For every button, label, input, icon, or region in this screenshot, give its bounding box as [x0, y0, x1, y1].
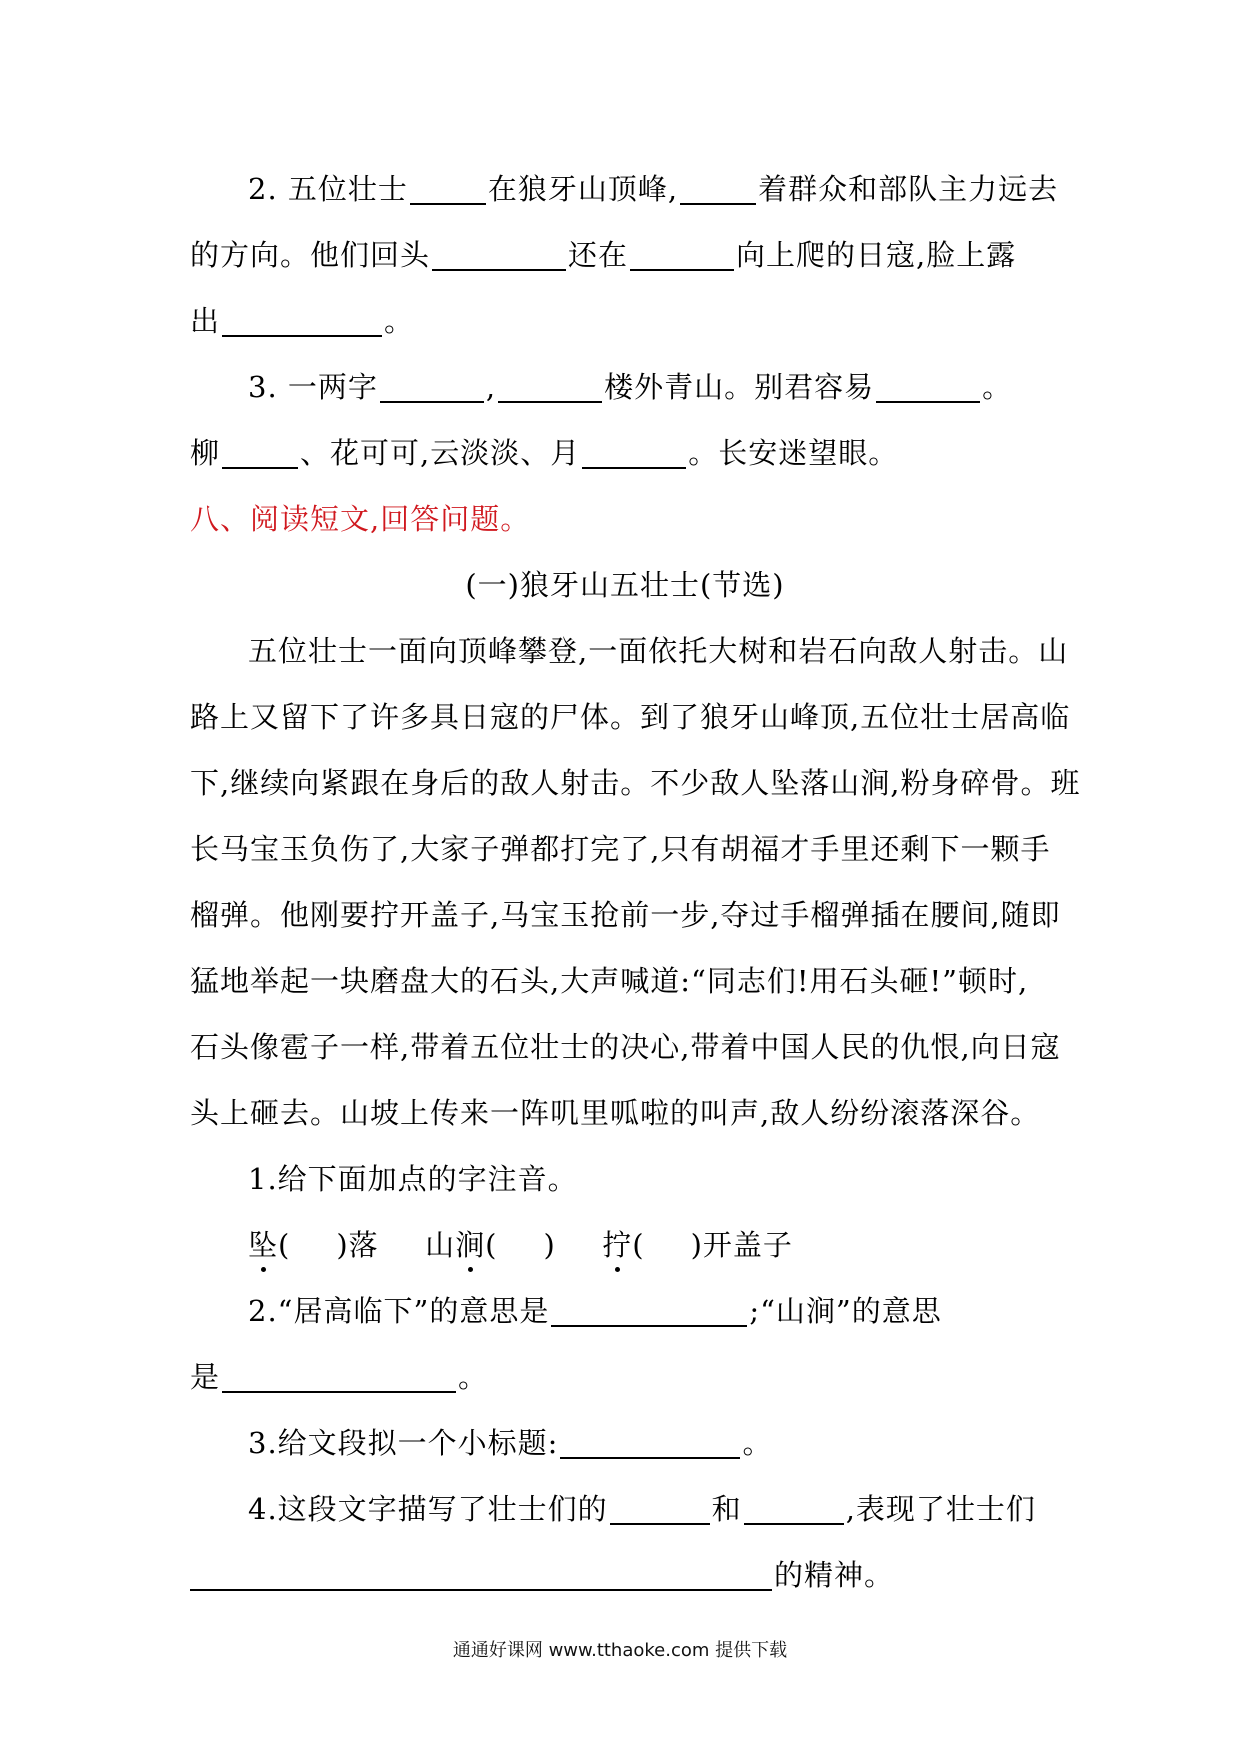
text: )落 — [336, 1228, 379, 1262]
passage — [190, 618, 1081, 1146]
passage-title: (一)狼牙山五壮士(节选) — [465, 568, 785, 602]
passage-line: 五位壮士一面向顶峰攀登,一面依托大树和岩石向敌人射击。山 — [248, 634, 1069, 668]
text: 还在 — [568, 238, 629, 272]
fill-blank[interactable] — [560, 1423, 740, 1459]
paren: ( — [485, 1228, 498, 1262]
fill-blank[interactable] — [432, 235, 566, 271]
fill-blank[interactable] — [680, 169, 756, 205]
fill-blank[interactable] — [876, 367, 980, 403]
passage-line: 长马宝玉负伤了,大家子弹都打完了,只有胡福才手里还剩下一颗手 — [190, 832, 1051, 866]
q7-item2-line2 — [190, 222, 1060, 288]
passage-line: 猛地举起一块磨盘大的石头,大声喊道:“同志们!用石头砸!”顿时, — [190, 964, 1029, 998]
worksheet-page — [190, 156, 1081, 1608]
text: 山 — [425, 1228, 456, 1262]
fill-blank[interactable] — [582, 433, 686, 469]
passage-line: 榴弹。他刚要拧开盖子,马宝玉抢前一步,夺过手榴弹插在腰间,随即 — [190, 898, 1061, 932]
passage-line: 下,继续向紧跟在身后的敌人射击。不少敌人坠落山涧,粉身碎骨。班 — [190, 766, 1081, 800]
fill-blank[interactable] — [744, 1489, 844, 1525]
fill-blank[interactable] — [551, 1291, 747, 1327]
text: 。 — [742, 1426, 773, 1460]
text: 着群众和部队主力远去 — [758, 172, 1059, 206]
text: 一两字 — [287, 370, 378, 404]
text: 楼外青山。别君容易 — [604, 370, 875, 404]
footer-credit: 通通好课网 www.tthaoke.com 提供下载 — [452, 1640, 788, 1661]
text: )开盖子 — [690, 1228, 793, 1262]
text: 在狼牙山顶峰, — [487, 172, 679, 206]
text: 五位壮士 — [287, 172, 408, 206]
text: ;“山涧”的意思 — [749, 1294, 942, 1328]
fill-blank[interactable] — [410, 169, 486, 205]
text: 的精神。 — [774, 1558, 895, 1592]
passage-line: 头上砸去。山坡上传来一阵叽里呱啦的叫声,敌人纷纷滚落深谷。 — [190, 1096, 1041, 1130]
fill-blank[interactable] — [190, 1555, 772, 1591]
fill-blank[interactable] — [380, 367, 484, 403]
text: 出 — [190, 304, 221, 338]
text: ) — [543, 1228, 556, 1262]
fill-blank[interactable] — [222, 433, 298, 469]
text: 4.这段文字描写了壮士们的 — [248, 1492, 608, 1526]
item-number: 3. — [248, 370, 278, 404]
text: 。 — [384, 304, 415, 338]
passage-line: 石头像雹子一样,带着五位壮士的决心,带着中国人民的仇恨,向日寇 — [190, 1030, 1061, 1064]
sub-question-3 — [190, 1410, 1060, 1476]
dotted-char: 涧 — [455, 1212, 485, 1278]
text: 和 — [711, 1492, 742, 1526]
dotted-char: 拧 — [602, 1212, 632, 1278]
section-heading: 八、阅读短文,回答问题。 — [190, 502, 531, 536]
fill-blank[interactable] — [498, 367, 602, 403]
fill-blank[interactable] — [222, 1357, 456, 1393]
text: 是 — [190, 1360, 221, 1394]
sub-question-2-line2 — [190, 1344, 1060, 1410]
fill-blank[interactable] — [630, 235, 734, 271]
dotted-char: 坠 — [248, 1212, 278, 1278]
text: 、花可可,云淡淡、月 — [300, 436, 581, 470]
q7-item2-line1 — [190, 156, 1060, 222]
text: 向上爬的日寇,脸上露 — [736, 238, 1017, 272]
text: 。 — [458, 1360, 489, 1394]
text: 的方向。他们回头 — [190, 238, 431, 272]
q7-item3-line2 — [190, 420, 1060, 486]
item-number: 2. — [248, 172, 278, 206]
text: 。长安迷望眼。 — [688, 436, 899, 470]
text: 。 — [982, 370, 1013, 404]
fill-blank[interactable] — [610, 1489, 710, 1525]
text: 柳 — [190, 436, 221, 470]
text: , — [485, 370, 497, 404]
pinyin-row — [190, 1212, 1060, 1278]
text: ,表现了壮士们 — [845, 1492, 1036, 1526]
sub-question-4-line2 — [190, 1542, 1060, 1608]
text: 3.给文段拟一个小标题: — [248, 1426, 559, 1460]
q7-item3-line1 — [190, 354, 1060, 420]
fill-blank[interactable] — [222, 301, 382, 337]
sub-question-2-line1 — [190, 1278, 1060, 1344]
paren: ( — [632, 1228, 645, 1262]
q7-item2-line3 — [190, 288, 1060, 354]
text: 2.“居高临下”的意思是 — [248, 1294, 550, 1328]
passage-line: 路上又留下了许多具日寇的尸体。到了狼牙山峰顶,五位壮士居高临 — [190, 700, 1071, 734]
paren: ( — [278, 1228, 291, 1262]
sub-question-1: 1.给下面加点的字注音。 — [248, 1162, 578, 1196]
sub-question-4-line1 — [190, 1476, 1060, 1542]
